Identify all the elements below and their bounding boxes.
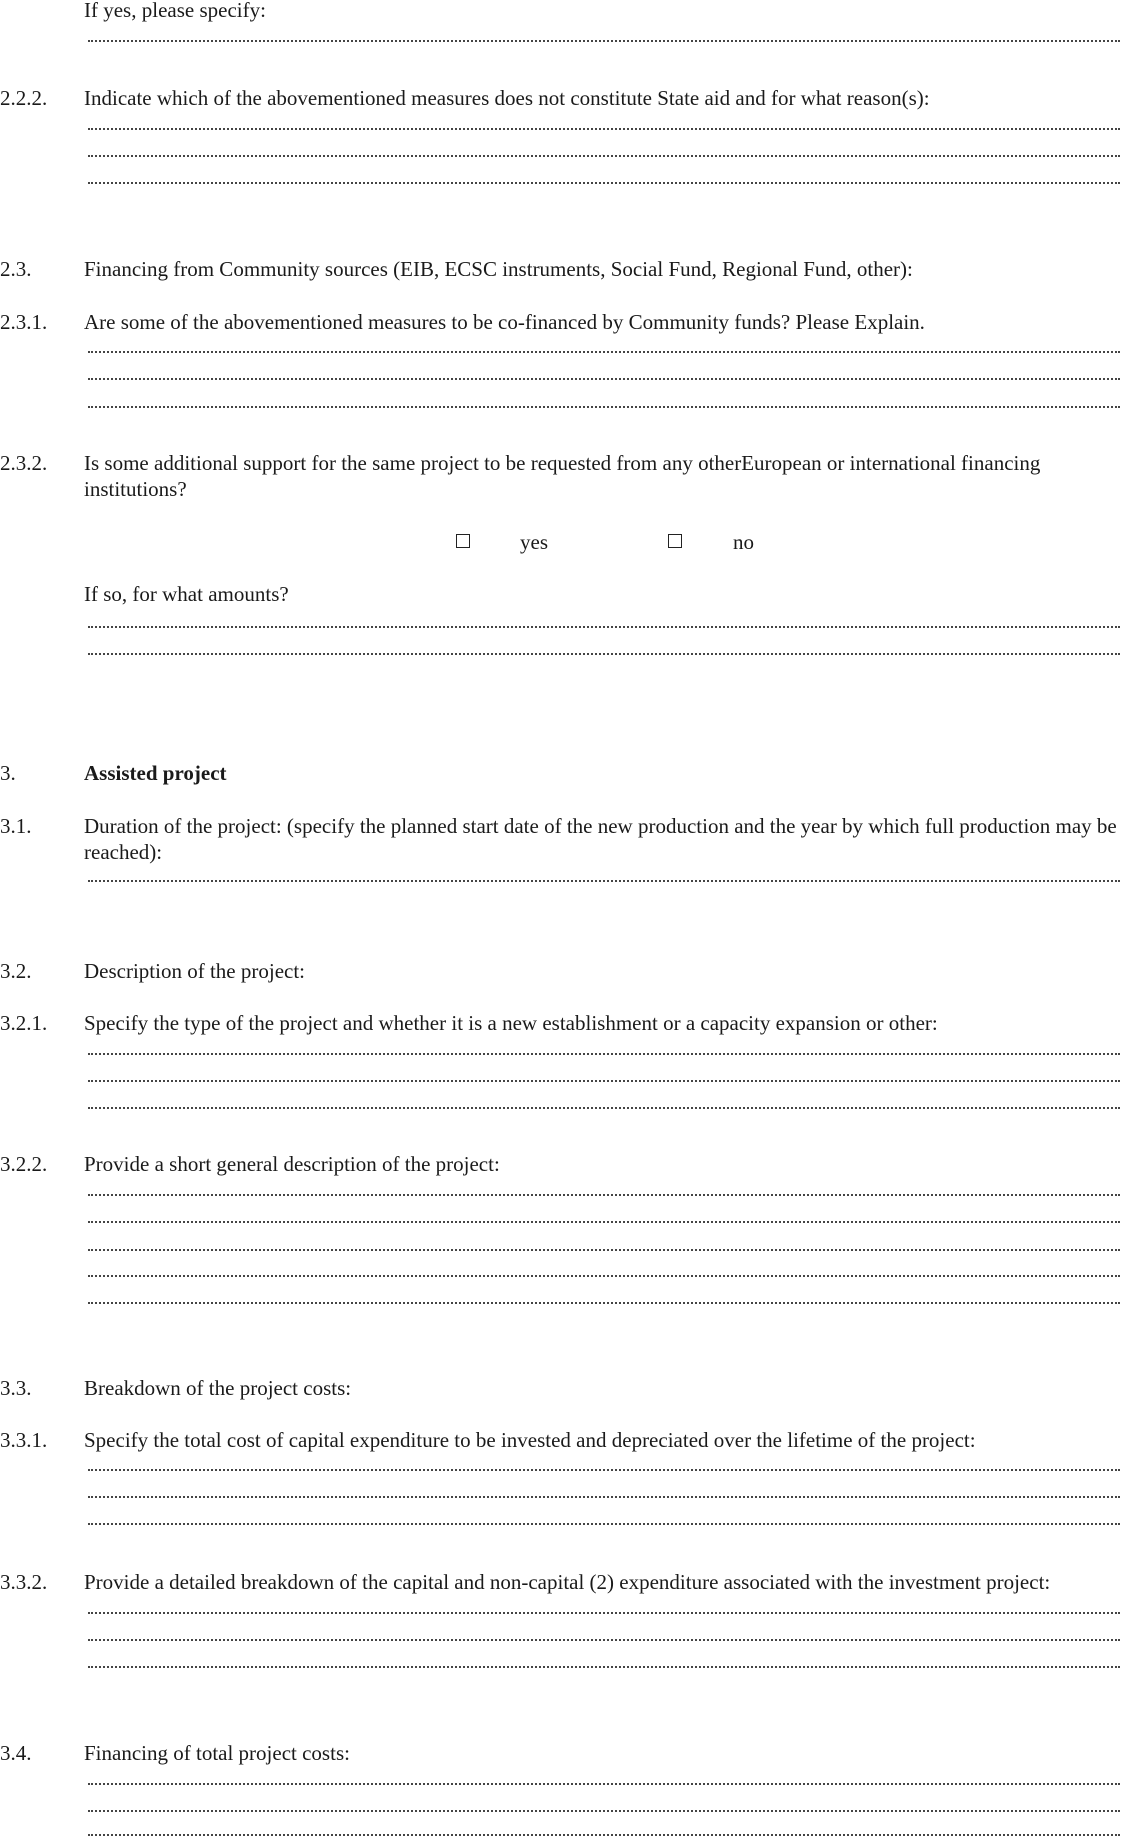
answer-line[interactable]	[88, 1612, 1120, 1614]
section-label: Specify the total cost of capital expenditure to be invested and depreciated over the lifetime of the project:	[84, 1428, 976, 1452]
answer-line[interactable]	[88, 155, 1120, 157]
answer-line[interactable]	[88, 1194, 1120, 1196]
section-label: Provide a short general description of the project:	[84, 1152, 500, 1176]
answer-line[interactable]	[88, 1834, 1120, 1836]
answer-line[interactable]	[88, 1469, 1120, 1471]
answer-line[interactable]	[88, 880, 1120, 882]
section-heading: Assisted project	[84, 761, 227, 785]
answer-line[interactable]	[88, 1107, 1120, 1109]
answer-line[interactable]	[88, 653, 1120, 655]
no-label: no	[733, 530, 754, 554]
section-label: Duration of the project: (specify the planned start date of the new production and the year by which full production may be reached):	[84, 814, 1117, 864]
answer-line[interactable]	[88, 378, 1120, 380]
answer-line[interactable]	[88, 128, 1120, 130]
section-number: 3.3.2.	[0, 1570, 48, 1594]
section-number: 3.3.	[0, 1376, 32, 1400]
section-number: 3.1.	[0, 814, 32, 838]
yes-label: yes	[520, 530, 548, 554]
answer-line[interactable]	[88, 626, 1120, 628]
answer-line[interactable]	[88, 351, 1120, 353]
answer-line[interactable]	[88, 40, 1120, 42]
section-number: 3.3.1.	[0, 1428, 48, 1452]
answer-line[interactable]	[88, 1639, 1120, 1641]
section-number: 3.4.	[0, 1741, 32, 1765]
section-number: 2.2.2.	[0, 86, 48, 110]
answer-line[interactable]	[88, 1249, 1120, 1251]
section-label: Financing from Community sources (EIB, ECSC instruments, Social Fund, Regional Fund, other):	[84, 257, 913, 281]
answer-line[interactable]	[88, 406, 1120, 408]
intro-label: If yes, please specify:	[84, 0, 266, 22]
answer-line[interactable]	[88, 1302, 1120, 1304]
section-number: 3.	[0, 761, 16, 785]
section-number: 2.3.1.	[0, 310, 48, 334]
followup-label: If so, for what amounts?	[84, 582, 289, 606]
section-label: Financing of total project costs:	[84, 1741, 350, 1765]
section-number: 2.3.2.	[0, 451, 48, 475]
answer-line[interactable]	[88, 1053, 1120, 1055]
answer-line[interactable]	[88, 1523, 1120, 1525]
section-label: Indicate which of the abovementioned measures does not constitute State aid and for what reason(s):	[84, 86, 930, 110]
section-number: 3.2.2.	[0, 1152, 48, 1176]
answer-line[interactable]	[88, 1783, 1120, 1785]
section-number: 3.2.	[0, 959, 32, 983]
section-label: Provide a detailed breakdown of the capital and non-capital (2) expenditure associated with the investment project:	[84, 1570, 1051, 1594]
answer-line[interactable]	[88, 1221, 1120, 1223]
section-label: Specify the type of the project and whether it is a new establishment or a capacity expansion or other:	[84, 1011, 938, 1035]
answer-line[interactable]	[88, 1275, 1120, 1277]
answer-line[interactable]	[88, 1496, 1120, 1498]
answer-line[interactable]	[88, 1810, 1120, 1812]
answer-line[interactable]	[88, 1666, 1120, 1668]
yes-checkbox[interactable]	[456, 534, 470, 548]
section-label: Breakdown of the project costs:	[84, 1376, 352, 1400]
section-label: Description of the project:	[84, 959, 306, 983]
answer-line[interactable]	[88, 182, 1120, 184]
section-number: 3.2.1.	[0, 1011, 48, 1035]
no-checkbox[interactable]	[668, 534, 682, 548]
section-number: 2.3.	[0, 257, 32, 281]
section-label: Are some of the abovementioned measures to be co-financed by Community funds? Please Explain.	[84, 310, 925, 334]
section-label: Is some additional support for the same project to be requested from any otherEuropean or international financing institutions?	[84, 451, 1041, 501]
answer-line[interactable]	[88, 1080, 1120, 1082]
